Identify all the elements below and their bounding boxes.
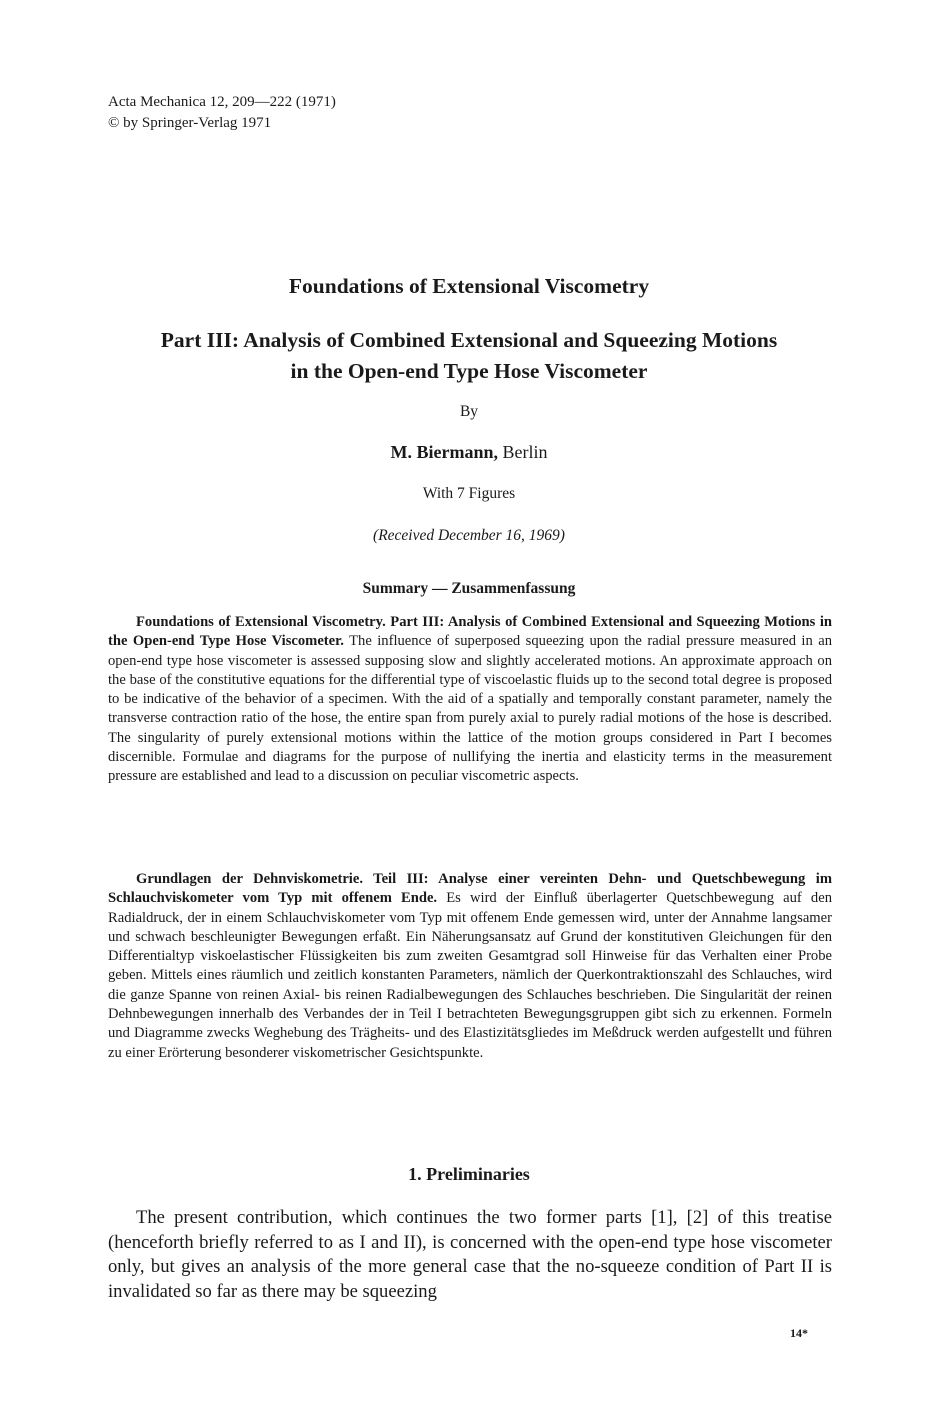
abstract-english	[108, 613, 832, 787]
figure-count: With 7 Figures	[422, 485, 516, 502]
by-label: By	[459, 403, 479, 420]
abstract-english-body: The influence of superposed squeezing upon the radial pressure measured in an open-end type hose viscometer is assessed supposing slow and slightly accelerated motions. An approximate approach on the base of the constitutive equations for the differential type of viscoelastic fluids up to the second total degree is proposed to be indicative of the behavior of a specimen. With the aid of a spatially and temporally constant parameter, namely the transverse contraction ratio of the hose, the entire span from purely axial to purely radial motions of the hose is described. The singularity of purely extensional motions within the lattice of the motion groups considered in Part I becomes discernible. Formulae and diagrams for the purpose of nullifying the inertia and elasticity terms in the measurement pressure are established and lead to a discussion on peculiar viscometric aspects.	[108, 633, 833, 785]
subtitle-line-1: Part III: Analysis of Combined Extensional and Squeezing Motions	[160, 328, 778, 352]
page-number: 14*	[790, 1326, 808, 1340]
abstract-german-body: Es wird der Einfluß überlagerter Quetschbewegung auf den Radialdruck, der in einem Schlauchviskometer vom Typ mit offenem Ende gemessen wird, unter der Annahme langsamer und schwach beschleunigter Bewegungen erfaßt. Ein Näherungsansatz auf Grund der konstitutiven Gleichungen für den Differentialtyp viskoelastischer Flüssigkeiten bis zum zweiten Gesamtgrad soll Hinweise für das Verhalten einer Probe geben. Mittels eines räumlich und zeitlich konstanten Parameters, nämlich der Querkontraktionszahl des Schlauches, wird die ganze Spanne von reinen Axial- bis reinen Radialbewegungen des Schlauches beschrieben. Die Singularität der reinen Dehnbewegungen innerhalb des Verbandes der in Teil I betrachteten Bewegungsgruppen gibt sich zu erkennen. Formeln und Diagramme zwecks Weghebung des Trägheits- und des Elastizitätsgliedes im Meßdruck werden aufgestellt und führen zu einer Erörterung besonderer viskometrischer Gesichtspunkte.	[108, 890, 832, 1061]
author-city: Berlin	[498, 442, 548, 462]
subtitle-line-2: in the Open-end Type Hose Viscometer	[290, 359, 648, 383]
abstract-english-title: Foundations of Extensional Viscometry. Part III: Analysis of Combined Extensional and Squeezing Motions in the Open-end Type Hose Viscometer.	[108, 614, 832, 650]
abstract-german-title: Grundlagen der Dehnviskometrie. Teil III: Analyse einer vereinten Dehn- und Quetschbewegung im Schlauchviskometer vom Typ mit offenem Ende.	[108, 871, 832, 907]
received-date: (Received December 16, 1969)	[373, 527, 565, 544]
author-line	[0, 442, 938, 463]
section-heading: 1. Preliminaries	[408, 1164, 530, 1184]
paper-subtitle	[0, 325, 938, 387]
journal-citation: Acta Mechanica 12, 209—222 (1971)	[108, 94, 336, 110]
copyright-notice: © by Springer-Verlag 1971	[108, 115, 272, 131]
paper-title: Foundations of Extensional Viscometry	[288, 274, 650, 298]
summary-heading: Summary — Zusammenfassung	[362, 580, 576, 597]
abstract-german	[108, 870, 832, 1063]
author-name: M. Biermann,	[390, 442, 498, 462]
body-paragraph: The present contribution, which continues the two former parts [1], [2] of this treatise (henceforth briefly referred to as I and II), is concerned with the open-end type hose viscometer only, but gives an analysis of the more general case that the no-squeeze condition of Part II is invalidated so far as there may be squeezing	[108, 1207, 832, 1302]
journal-header	[108, 92, 336, 134]
